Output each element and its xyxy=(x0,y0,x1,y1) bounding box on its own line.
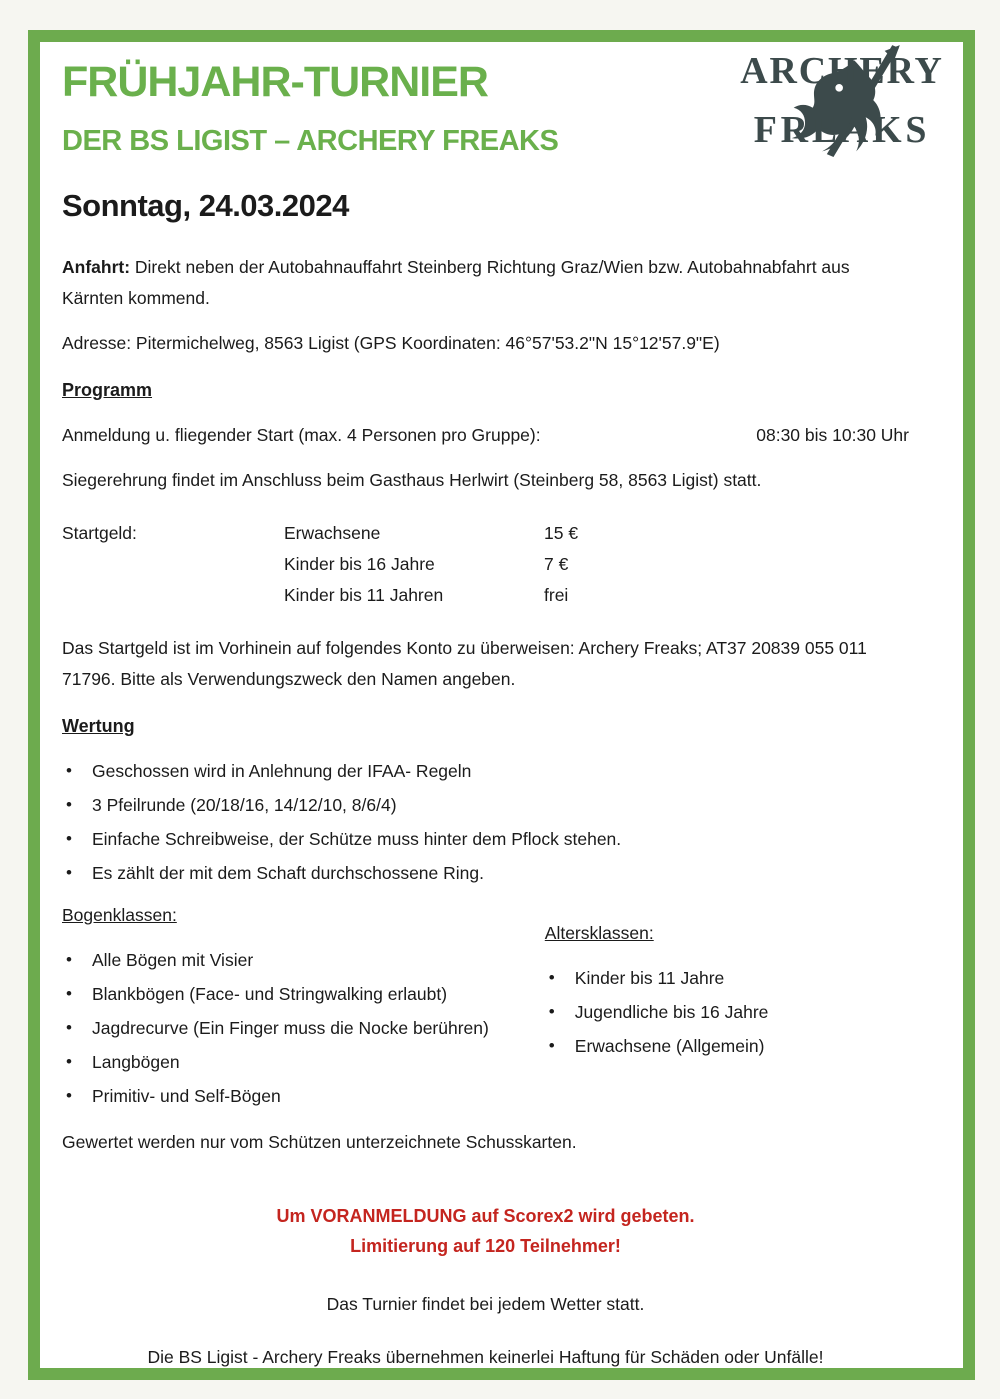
fee-price: 15 € xyxy=(544,523,579,544)
startgeld-label: Startgeld: xyxy=(62,523,137,544)
bogenklassen-heading: Bogenklassen: xyxy=(62,905,177,926)
liability-note: Die BS Ligist - Archery Freaks übernehmen keinerlei Haftung für Schäden oder Unfälle! xyxy=(147,1347,824,1368)
list-item: • Jugendliche bis 16 Jahre xyxy=(545,995,909,1029)
list-item: • Alle Bögen mit Visier xyxy=(62,943,545,977)
anmeldung-time: 08:30 bis 10:30 Uhr xyxy=(756,425,909,446)
altersklassen-heading: Altersklassen: xyxy=(544,923,654,944)
registration-notice xyxy=(62,1206,909,1257)
programm-heading: Programm xyxy=(62,380,153,401)
logo-text-freaks: FREAKS xyxy=(753,108,931,151)
fee-category: Kinder bis 16 Jahre xyxy=(284,554,435,575)
notice-line2: Limitierung auf 120 Teilnehmer! xyxy=(350,1236,621,1257)
list-item: • Geschossen wird in Anlehnung der IFAA- Regeln xyxy=(62,754,909,788)
page-title: FRÜHJAHR-TURNIER xyxy=(62,58,488,106)
fee-category: Erwachsene xyxy=(284,523,381,544)
anfahrt-label: Anfahrt: xyxy=(62,257,131,278)
list-item: • Kinder bis 11 Jahre xyxy=(545,961,909,995)
wertung-heading: Wertung xyxy=(62,716,135,737)
list-item: • Jagdrecurve (Ein Finger muss die Nocke berühren) xyxy=(62,1011,545,1045)
classes-columns xyxy=(62,900,909,1113)
list-item: • Einfache Schreibweise, der Schütze muss hinter dem Pflock stehen. xyxy=(62,822,909,856)
list-item: • Langbögen xyxy=(62,1045,545,1079)
date-heading: Sonntag, 24.03.2024 xyxy=(62,188,349,224)
fee-price: 7 € xyxy=(544,554,569,575)
logo-text-archery: ARCHERY xyxy=(740,50,944,93)
altersklassen-list xyxy=(545,961,909,1063)
table-row xyxy=(62,580,909,611)
notice-line1: Um VORANMELDUNG auf Scorex2 wird gebeten. xyxy=(276,1206,695,1227)
anfahrt-paragraph xyxy=(62,252,909,314)
altersklassen-column xyxy=(545,900,909,1113)
fee-category: Kinder bis 11 Jahren xyxy=(284,585,444,606)
table-row xyxy=(62,549,909,580)
anmeldung-label: Anmeldung u. fliegender Start (max. 4 Personen pro Gruppe): xyxy=(62,425,541,446)
weather-note: Das Turnier findet bei jedem Wetter statt. xyxy=(326,1294,645,1315)
dragon-arrow-icon xyxy=(733,44,951,162)
anmeldung-row xyxy=(62,420,909,451)
flyer-frame xyxy=(28,30,975,1380)
page-subtitle: DER BS LIGIST – ARCHERY FREAKS xyxy=(62,125,559,158)
list-item: • 3 Pfeilrunde (20/18/16, 14/12/10, 8/6/4) xyxy=(62,788,909,822)
bogenklassen-list xyxy=(62,943,545,1113)
list-item: • Erwachsene (Allgemein) xyxy=(545,1029,909,1063)
archery-freaks-logo xyxy=(733,44,951,162)
fee-price: frei xyxy=(544,585,569,606)
anfahrt-text: Direkt neben der Autobahnauffahrt Steinberg Richtung Graz/Wien bzw. Autobahnabfahrt aus Kärnten kommend. xyxy=(62,257,850,309)
list-item: • Es zählt der mit dem Schaft durchschossene Ring. xyxy=(62,856,909,890)
bogenklassen-column xyxy=(62,900,545,1113)
schusskarten-note: Gewertet werden nur vom Schützen unterzeichnete Schusskarten. xyxy=(62,1132,577,1153)
siegerehrung-line: Siegerehrung findet im Anschluss beim Gasthaus Herlwirt (Steinberg 58, 8563 Ligist) statt. xyxy=(62,470,762,491)
wertung-list xyxy=(62,754,909,890)
startgeld-table xyxy=(62,518,909,611)
list-item: • Blankbögen (Face- und Stringwalking erlaubt) xyxy=(62,977,545,1011)
payment-note: Das Startgeld ist im Vorhinein auf folgendes Konto zu überweisen: Archery Freaks; AT37 20839 055 011 71796. Bitte als Verwendungszweck den Namen angeben. xyxy=(62,638,867,690)
adresse-line: Adresse: Pitermichelweg, 8563 Ligist (GPS Koordinaten: 46°57'53.2"N 15°12'57.9"E) xyxy=(62,333,720,354)
flyer-content xyxy=(40,42,963,1373)
list-item: • Primitiv- und Self-Bögen xyxy=(62,1079,545,1113)
table-row xyxy=(62,518,909,549)
